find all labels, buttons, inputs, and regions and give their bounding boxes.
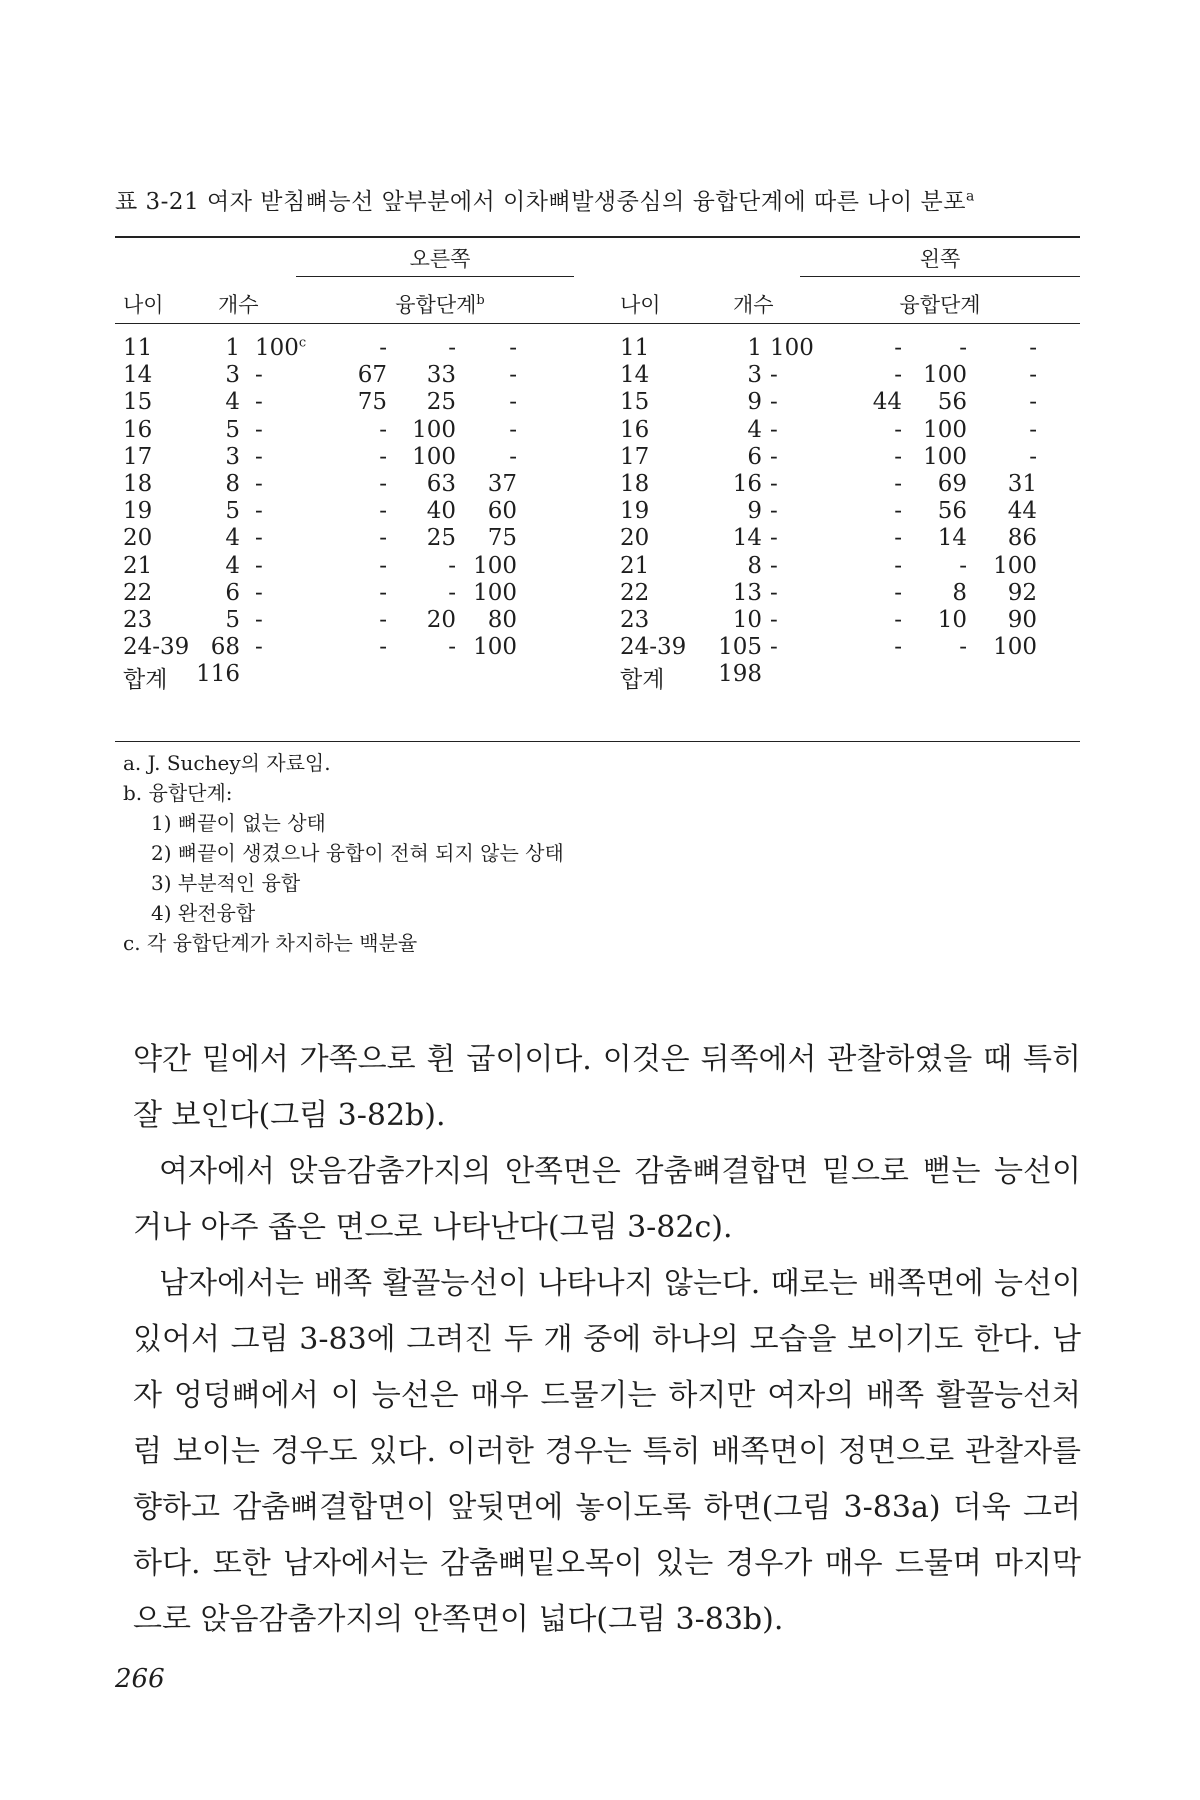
table-cell: - <box>894 335 902 361</box>
table-cell: - <box>379 552 387 579</box>
table-cell: - <box>770 579 778 606</box>
table-cell: 44 <box>1007 498 1037 525</box>
header-stage-left: 융합단계 <box>899 293 981 317</box>
table-cell: 100 <box>473 579 517 606</box>
table-cell: 100 <box>473 634 517 661</box>
table-cell: 86 <box>1007 525 1037 552</box>
page-number: 266 <box>115 1664 165 1694</box>
table-cell: 8 <box>225 471 240 497</box>
table-cell: 16 <box>620 416 650 443</box>
table-cell: - <box>379 498 387 525</box>
table-cell: 100 <box>923 443 967 470</box>
table-cell: 13 <box>732 579 762 606</box>
table-cell: 105 <box>718 634 762 661</box>
note-b-4: 4) 완전융합 <box>151 901 256 925</box>
table-cell: 합계 <box>123 667 168 694</box>
table-cell: - <box>255 552 263 579</box>
table-top-rule <box>115 236 1080 238</box>
table-cell: 3 <box>747 362 762 389</box>
table-cell: 100 <box>412 443 456 470</box>
table-cell: - <box>1029 389 1037 416</box>
table-caption-sup: a <box>965 188 975 205</box>
table-cell: 80 <box>487 607 517 633</box>
body-text <box>133 1032 1081 1648</box>
table-cell: 19 <box>620 498 650 525</box>
table-cell: 100$^c$ <box>255 335 307 361</box>
table-cell: 25 <box>426 389 456 416</box>
table-cell: - <box>1029 362 1037 389</box>
table-cell: - <box>894 471 902 497</box>
note-b-2: 2) 뼈끝이 생겼으나 융합이 전혀 되지 않는 상태 <box>151 841 564 865</box>
table-cell: 69 <box>937 471 967 497</box>
paragraph: 약간 밑에서 가쪽으로 휜 굽이이다. 이것은 뒤쪽에서 관찰하였을 때 특히 잘 보인다(그림 3-82b). <box>133 1042 1081 1133</box>
table-cell: 4 <box>225 525 240 552</box>
table-cell: - <box>770 498 778 525</box>
table-cell: - <box>379 335 387 361</box>
table-cell: 8 <box>952 579 967 606</box>
table-cell: - <box>255 607 263 633</box>
table-cell: 22 <box>620 579 650 606</box>
table-cell: 31 <box>1007 471 1037 497</box>
table-cell: - <box>255 416 263 443</box>
table-cell: - <box>448 579 456 606</box>
table-cell: - <box>1029 416 1037 443</box>
table-cell: 100 <box>923 416 967 443</box>
table-cell: - <box>1029 335 1037 361</box>
table-cell: 5 <box>225 416 240 443</box>
table-cell: 10 <box>937 607 967 633</box>
table-cell: 4 <box>225 389 240 416</box>
header-right-subrule <box>296 276 574 277</box>
table-cell: - <box>1029 443 1037 470</box>
table-cell: 24-39 <box>123 634 190 661</box>
header-stage-right <box>300 289 580 319</box>
table-cell: 100 <box>770 335 814 361</box>
header-count-left: 개수 <box>733 293 774 317</box>
header-count-right: 개수 <box>218 293 259 317</box>
table-cell: 16 <box>732 471 762 497</box>
table-cell: - <box>448 634 456 661</box>
table-cell: 1 <box>747 335 762 361</box>
table-cell: - <box>509 416 517 443</box>
table-cell: 100 <box>412 416 456 443</box>
table-cell: - <box>894 607 902 633</box>
table-cell: 14 <box>937 525 967 552</box>
table-cell: 56 <box>937 389 967 416</box>
table-cell: - <box>770 471 778 497</box>
table-cell: 14 <box>620 362 650 389</box>
table-cell: - <box>770 607 778 633</box>
header-right-group: 오른쪽 <box>409 247 471 271</box>
note-b-3: 3) 부분적인 융합 <box>151 871 301 895</box>
table-cell: 4 <box>225 552 240 579</box>
table-cell: - <box>255 362 263 389</box>
table-cell: 10 <box>732 607 762 633</box>
table-cell: - <box>379 634 387 661</box>
table-cell: - <box>379 607 387 633</box>
header-stage-right-sup: b <box>476 293 485 308</box>
table-cell: 14 <box>123 362 153 389</box>
table-cell: 8 <box>747 552 762 579</box>
table-cell: 17 <box>620 443 650 470</box>
header-age-right: 나이 <box>123 293 164 317</box>
table-cell: 22 <box>123 579 153 606</box>
table-cell: - <box>509 443 517 470</box>
table-cell: 18 <box>620 471 650 497</box>
table-cell: - <box>255 443 263 470</box>
table-cell: - <box>379 525 387 552</box>
table-cell: 75 <box>357 389 387 416</box>
table-cell: 100 <box>473 552 517 579</box>
table-cell: 100 <box>993 634 1037 661</box>
table-cell: - <box>959 552 967 579</box>
table-cell: - <box>894 552 902 579</box>
table-cell: 16 <box>123 416 153 443</box>
table-cell: 68 <box>210 634 240 661</box>
table-cell: 4 <box>747 416 762 443</box>
table-cell: 33 <box>426 362 456 389</box>
table-cell: - <box>509 335 517 361</box>
table-cell: 14 <box>732 525 762 552</box>
table-cell: - <box>379 471 387 497</box>
header-left-group: 왼쪽 <box>919 247 961 271</box>
table-cell: 23 <box>620 607 650 633</box>
table-cell: - <box>255 634 263 661</box>
table-cell: 44 <box>872 389 902 416</box>
table-cell: 21 <box>620 552 650 579</box>
table-cell: - <box>894 525 902 552</box>
table-cell: 18 <box>123 471 153 497</box>
header-left-subrule <box>800 276 1080 277</box>
table-cell: - <box>770 362 778 389</box>
table-cell: 합계 <box>620 667 665 694</box>
table-cell: 19 <box>123 498 153 525</box>
table-cell: 9 <box>747 389 762 416</box>
table-cell: 15 <box>123 389 153 416</box>
table-cell: - <box>448 552 456 579</box>
note-a: a. J. Suchey의 자료임. <box>123 751 331 775</box>
table-cell: - <box>894 416 902 443</box>
table-cell: 24-39 <box>620 634 687 661</box>
table-cell: - <box>894 579 902 606</box>
table-cell: 100 <box>923 362 967 389</box>
table-cell: 6 <box>225 579 240 606</box>
table-cell: 15 <box>620 389 650 416</box>
table-cell: 5 <box>225 498 240 525</box>
table-notes <box>123 748 564 958</box>
table-cell: 75 <box>487 525 517 552</box>
table-caption <box>115 183 975 216</box>
table-cell: - <box>379 579 387 606</box>
table-cell: - <box>894 443 902 470</box>
table-cell: 20 <box>426 607 456 633</box>
table-cell: 11 <box>620 335 650 361</box>
table-cell: 3 <box>225 443 240 470</box>
table-cell: - <box>894 498 902 525</box>
table-cell: - <box>379 416 387 443</box>
table-cell: 198 <box>718 661 762 688</box>
table-cell: - <box>255 579 263 606</box>
table-cell: 3 <box>225 362 240 389</box>
paragraph: 남자에서는 배쪽 활꼴능선이 나타나지 않는다. 때로는 배쪽면에 능선이 있어서 그림 3-83에 그려진 두 개 중에 하나의 모습을 보이기도 한다. 남자 엉덩뼈에서 이 능선은 매우 드물기는 하지만 여자의 배쪽 활꼴능선처럼 보이는 경우도 있다. 이러한 경우는 특히 배쪽면이 정면으로 관찰자를 향하고 감춤뼈결합면이 앞뒷면에 놓이도록 하면(그림 3-83a) 더욱 그러하다. 또한 남자에서는 감춤뼈밑오목이 있는 경우가 매우 드물며 마지막으로 앉음감춤가지의 안쪽면이 넓다(그림 3-83b). <box>133 1266 1081 1637</box>
table-bottom-rule <box>115 741 1080 742</box>
table-cell: - <box>448 335 456 361</box>
header-age-left: 나이 <box>620 293 661 317</box>
table-cell: - <box>770 552 778 579</box>
table-cell: 11 <box>123 335 153 361</box>
note-b: b. 융합단계: <box>123 781 233 805</box>
table-caption-text: 표 3-21 여자 받침뼈능선 앞부분에서 이차뼈발생중심의 융합단계에 따른 나이 분포 <box>115 189 966 215</box>
table-cell: 17 <box>123 443 153 470</box>
table-cell: 67 <box>357 362 387 389</box>
table-cell: 25 <box>426 525 456 552</box>
table-cell: 20 <box>620 525 650 552</box>
table-cell: 60 <box>487 498 517 525</box>
table-cell: - <box>255 471 263 497</box>
table-cell: 23 <box>123 607 153 633</box>
table-cell: 6 <box>747 443 762 470</box>
table-cell: 56 <box>937 498 967 525</box>
table-cell: - <box>770 416 778 443</box>
table-cell: 40 <box>426 498 456 525</box>
table-cell: 92 <box>1007 579 1037 606</box>
table-cell: - <box>379 443 387 470</box>
table-cell: - <box>770 525 778 552</box>
note-b-1: 1) 뼈끝이 없는 상태 <box>151 811 326 835</box>
table-cell: 63 <box>426 471 456 497</box>
first-cell-sup: c <box>298 335 307 351</box>
table-cell: 90 <box>1007 607 1037 633</box>
table-cell: - <box>894 634 902 661</box>
table-cell: - <box>255 498 263 525</box>
table-cell: - <box>959 335 967 361</box>
table-cell: 9 <box>747 498 762 525</box>
paragraph: 여자에서 앉음감춤가지의 안쪽면은 감춤뼈결합면 밑으로 뻗는 능선이거나 아주 좁은 면으로 나타난다(그림 3-82c). <box>133 1154 1081 1245</box>
table-cell: 1 <box>225 335 240 361</box>
table-cell: - <box>770 443 778 470</box>
table-cell: - <box>770 389 778 416</box>
table-cell: 21 <box>123 552 153 579</box>
note-c: c. 각 융합단계가 차지하는 백분율 <box>123 931 418 955</box>
table-cell: 116 <box>196 661 240 688</box>
table-cell: - <box>959 634 967 661</box>
table-cell: - <box>894 362 902 389</box>
table-header-rule <box>115 323 1080 324</box>
table-cell: - <box>509 389 517 416</box>
table-cell: 5 <box>225 607 240 633</box>
table-cell: - <box>770 634 778 661</box>
table-cell: 100 <box>993 552 1037 579</box>
table-cell: - <box>255 525 263 552</box>
table-cell: 20 <box>123 525 153 552</box>
table-cell: - <box>509 362 517 389</box>
header-stage-right-text: 융합단계 <box>395 293 477 317</box>
table-cell: 37 <box>487 471 517 497</box>
table-cell: - <box>255 389 263 416</box>
